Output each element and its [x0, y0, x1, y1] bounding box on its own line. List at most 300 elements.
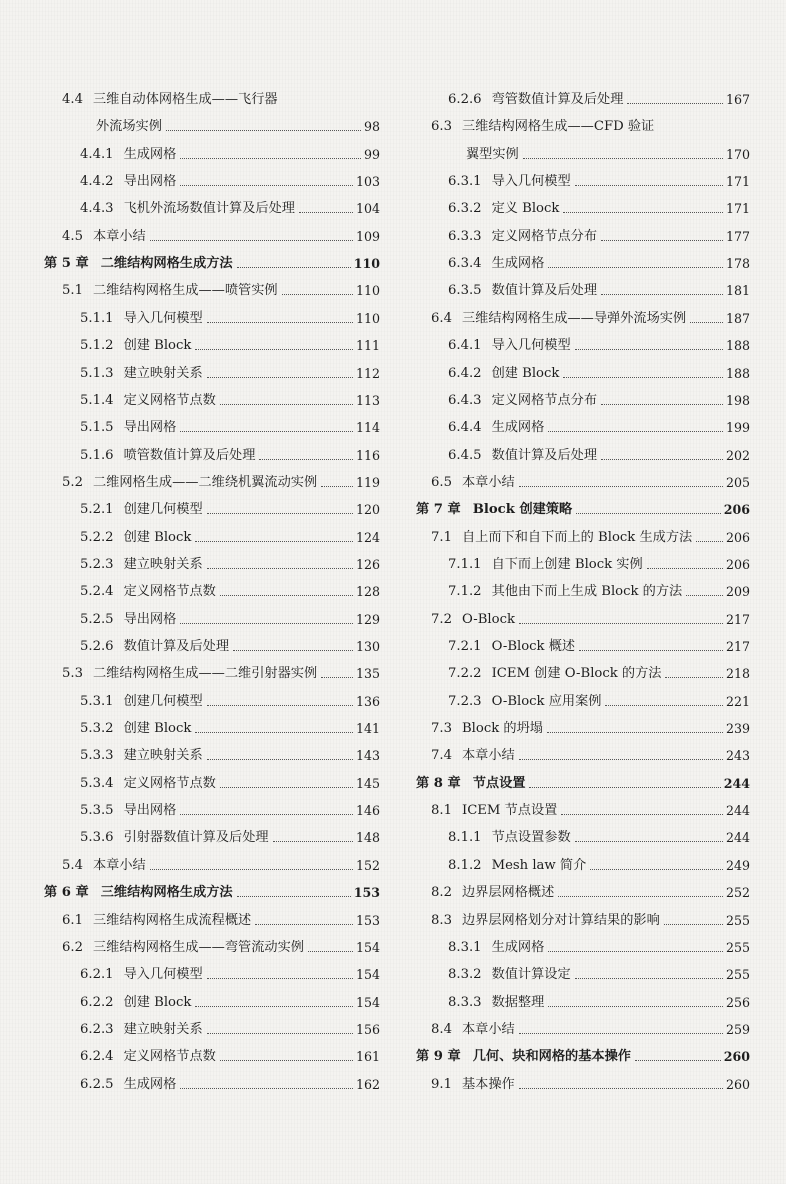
toc-entry-title: 建立映射关系 — [123, 1021, 203, 1037]
toc-entry-title: 二维网格生成——二维绕机翼流动实例 — [92, 474, 318, 490]
dot-leader — [180, 185, 353, 186]
toc-entry-title: 翼型实例 — [466, 146, 519, 162]
dot-leader — [579, 650, 723, 651]
dot-leader — [575, 978, 723, 979]
toc-entry-number: 第 5 章 — [44, 256, 89, 272]
toc-entry — [448, 416, 750, 436]
toc-entry-page-number: 126 — [355, 556, 380, 572]
toc-entry — [80, 635, 380, 655]
toc-entry-page-number: 260 — [723, 1049, 750, 1065]
toc-entry-number: 5.1.2 — [80, 338, 114, 354]
toc-entry-number: 8.1 — [431, 803, 452, 819]
toc-entry-number: 6.3.2 — [448, 201, 482, 217]
toc-entry-number: 6.4 — [431, 310, 452, 326]
toc-entry-page-number: 239 — [725, 721, 750, 737]
toc-entry — [448, 553, 750, 573]
toc-entry — [80, 1045, 380, 1065]
toc-entry-number: 5.2 — [62, 474, 83, 490]
toc-entry-title: 其他由下而上生成 Block 的方法 — [491, 584, 683, 600]
toc-entry-number: 5.1.6 — [80, 447, 114, 463]
dot-leader — [523, 158, 723, 159]
toc-entry — [431, 881, 750, 901]
toc-entry-number: 7.2.2 — [448, 666, 482, 682]
toc-entry-page-number: 99 — [363, 146, 380, 162]
toc-entry — [80, 553, 380, 573]
dot-leader — [220, 595, 353, 596]
toc-entry-page-number: 255 — [725, 912, 750, 928]
toc-entry-page-number: 218 — [725, 666, 750, 682]
dot-leader — [150, 240, 353, 241]
dot-leader — [601, 404, 723, 405]
toc-entry-page-number: 153 — [355, 912, 380, 928]
toc-entry-page-number: 205 — [725, 474, 750, 490]
toc-entry-title: 导入几何模型 — [491, 338, 571, 354]
toc-entry — [80, 334, 380, 354]
toc-entry-number: 8.3.2 — [448, 967, 482, 983]
dot-leader — [548, 951, 723, 952]
toc-entry-page-number: 110 — [355, 310, 380, 326]
toc-entry — [431, 909, 750, 929]
toc-entry-title: 导入几何模型 — [491, 174, 571, 190]
toc-entry-title: 生成网格 — [491, 939, 545, 955]
dot-leader — [259, 459, 353, 460]
toc-entry — [80, 1073, 380, 1093]
toc-entry-title: 二维结构网格生成方法 — [100, 256, 233, 272]
dot-leader — [664, 924, 723, 925]
dot-leader — [690, 322, 723, 323]
toc-entry-number: 6.4.5 — [448, 447, 482, 463]
toc-entry-page-number: 120 — [355, 502, 380, 518]
toc-entry — [448, 690, 750, 710]
toc-entry-page-number: 199 — [725, 420, 750, 436]
dot-leader — [207, 322, 353, 323]
toc-entry — [80, 744, 380, 764]
toc-entry — [80, 197, 380, 217]
toc-entry-page-number: 170 — [725, 146, 750, 162]
toc-entry-title: 飞机外流场数值计算及后处理 — [123, 201, 295, 217]
toc-entry-number: 8.3 — [431, 912, 452, 928]
dot-leader — [575, 185, 723, 186]
toc-entry-number: 6.2.4 — [80, 1049, 114, 1065]
toc-entry-number: 5.3.2 — [80, 721, 114, 737]
dot-leader — [576, 513, 721, 514]
toc-entry-title: 定义网格节点数 — [123, 775, 216, 791]
toc-entry — [431, 471, 750, 491]
dot-leader — [635, 1060, 721, 1061]
toc-entry-page-number: 171 — [725, 174, 750, 190]
toc-entry — [80, 307, 380, 327]
toc-entry-title: O-Block 应用案例 — [491, 693, 602, 709]
toc-entry-page-number: 188 — [725, 365, 750, 381]
toc-entry-number: 7.1.1 — [448, 556, 482, 572]
toc-entry — [62, 936, 380, 956]
toc-entry-number: 5.1.5 — [80, 420, 114, 436]
toc-entry-title: 创建几何模型 — [123, 502, 203, 518]
toc-entry-number: 6.2.6 — [448, 92, 482, 107]
dot-leader — [321, 486, 353, 487]
toc-entry — [44, 881, 380, 901]
toc-entry — [62, 662, 380, 682]
toc-entry — [80, 170, 380, 190]
toc-entry-title: Block 创建策略 — [472, 502, 573, 518]
toc-entry — [80, 362, 380, 382]
toc-entry-title: 本章小结 — [461, 1021, 515, 1037]
dot-leader — [195, 541, 353, 542]
toc-entry-title: 定义 Block — [491, 201, 560, 217]
dot-leader — [207, 705, 353, 706]
toc-entry-page-number: 154 — [355, 967, 380, 983]
dot-leader — [180, 623, 353, 624]
toc-entry — [448, 936, 750, 956]
dot-leader — [558, 896, 723, 897]
toc-entry-title: 三维结构网格生成方法 — [100, 885, 233, 901]
toc-entry — [80, 526, 380, 546]
toc-entry-title: O-Block 概述 — [491, 639, 576, 654]
toc-entry-title: 本章小结 — [461, 474, 515, 490]
toc-entry-number: 7.1 — [431, 529, 452, 545]
toc-entry-number: 6.2.2 — [80, 994, 114, 1010]
toc-entry — [80, 416, 380, 436]
dot-leader — [195, 349, 353, 350]
toc-entry-title: 自上而下和自下而上的 Block 生成方法 — [461, 529, 693, 545]
toc-entry-page-number: 145 — [355, 775, 380, 791]
dot-leader — [548, 431, 723, 432]
dot-leader — [207, 377, 353, 378]
toc-entry-title: 本章小结 — [461, 748, 515, 764]
dot-leader — [547, 732, 723, 733]
toc-entry-title: 外流场实例 — [96, 119, 162, 135]
toc-entry — [448, 444, 750, 464]
toc-entry — [80, 389, 380, 409]
toc-entry-title: 定义网格节点分布 — [491, 392, 598, 408]
toc-entry-title: 基本操作 — [461, 1076, 515, 1092]
dot-leader — [321, 677, 353, 678]
toc-entry-title: 定义网格节点数 — [123, 1049, 216, 1065]
toc-entry-number: 4.4.1 — [80, 146, 114, 162]
toc-entry-title: 三维结构网格生成——弯管流动实例 — [92, 939, 304, 955]
toc-entry — [80, 826, 380, 846]
toc-entry-number: 5.4 — [62, 857, 83, 873]
toc-entry-title: 导入几何模型 — [123, 310, 203, 326]
toc-entry-number: 8.3.3 — [448, 994, 482, 1010]
toc-entry-page-number: 244 — [725, 803, 750, 819]
toc-entry-title: ICEM 创建 O-Block 的方法 — [491, 666, 662, 682]
toc-entry — [448, 88, 750, 108]
toc-entry-page-number: 112 — [355, 365, 380, 381]
dot-leader — [563, 377, 723, 378]
dot-leader — [605, 705, 722, 706]
toc-entry-title: 二维结构网格生成——二维引射器实例 — [92, 666, 318, 682]
toc-entry-number: 8.3.1 — [448, 939, 482, 955]
toc-entry — [448, 854, 750, 874]
toc-entry-title: 定义网格节点数 — [123, 584, 216, 600]
toc-entry-page-number: 217 — [725, 639, 750, 654]
toc-entry-page-number: 206 — [725, 529, 750, 545]
toc-entry-page-number: 249 — [725, 857, 750, 873]
dot-leader — [601, 294, 723, 295]
toc-entry-number: 5.2.2 — [80, 529, 114, 545]
toc-entry-number: 4.4 — [62, 92, 83, 107]
toc-entry-number: 6.3.5 — [448, 283, 482, 299]
toc-entry — [448, 662, 750, 682]
toc-entry — [416, 1045, 750, 1065]
toc-entry-page-number: 103 — [355, 174, 380, 190]
dot-leader — [686, 595, 723, 596]
toc-entry — [431, 526, 750, 546]
toc-entry-page-number: 143 — [355, 748, 380, 764]
toc-entry-page-number: 129 — [355, 611, 380, 627]
toc-entry-title: 导出网格 — [123, 803, 177, 819]
toc-entry-title: 导出网格 — [123, 420, 177, 436]
toc-entry — [448, 635, 750, 655]
toc-entry — [80, 991, 380, 1011]
toc-entry-number: 7.2.3 — [448, 693, 482, 709]
toc-entry-page-number: 198 — [725, 392, 750, 408]
toc-entry-page-number: 152 — [355, 857, 380, 873]
toc-entry-page-number: 98 — [363, 119, 380, 135]
toc-entry-number: 5.1.4 — [80, 392, 114, 408]
toc-entry — [431, 717, 750, 737]
toc-entry-number: 5.3.6 — [80, 830, 114, 846]
toc-entry-page-number: 148 — [355, 830, 380, 846]
toc-entry-number: 5.3 — [62, 666, 83, 682]
toc-entry — [44, 252, 380, 272]
toc-entry-page-number: 130 — [355, 639, 380, 654]
toc-entry-page-number: 188 — [725, 338, 750, 354]
toc-entry-number: 6.4.3 — [448, 392, 482, 408]
toc-entry-page-number: 171 — [725, 201, 750, 217]
dot-leader — [273, 841, 353, 842]
dot-leader — [590, 869, 723, 870]
toc-entry-title: 导出网格 — [123, 174, 177, 190]
toc-entry-page-number: 217 — [725, 611, 750, 627]
toc-entry-page-number: 128 — [355, 584, 380, 600]
dot-leader — [299, 212, 353, 213]
toc-entry — [80, 772, 380, 792]
toc-entry-number: 6.3 — [431, 119, 452, 135]
toc-entry — [448, 197, 750, 217]
toc-entry-title: 节点设置参数 — [491, 830, 571, 846]
toc-entry-page-number: 206 — [725, 556, 750, 572]
dot-leader — [180, 431, 353, 432]
toc-entry-number: 5.3.4 — [80, 775, 114, 791]
toc-entry — [62, 225, 380, 245]
toc-entry-page-number: 161 — [355, 1049, 380, 1065]
dot-leader — [207, 978, 353, 979]
toc-entry-number: 6.3.1 — [448, 174, 482, 190]
toc-entry-title: 三维结构网格生成——CFD 验证 — [461, 119, 655, 135]
dot-leader — [519, 623, 723, 624]
toc-entry-page-number: 136 — [355, 693, 380, 709]
toc-entry — [62, 909, 380, 929]
toc-entry-number: 5.2.4 — [80, 584, 114, 600]
toc-entry-title: 三维结构网格生成流程概述 — [92, 912, 252, 928]
toc-entry-page-number: 109 — [355, 228, 380, 244]
dot-leader — [180, 814, 353, 815]
toc-entry-title: 建立映射关系 — [123, 748, 203, 764]
toc-entry-number: 4.4.3 — [80, 201, 114, 217]
toc-entry-title: 节点设置 — [472, 775, 526, 791]
toc-entry-title: 导入几何模型 — [123, 967, 203, 983]
toc-entry-number: 5.2.6 — [80, 639, 114, 654]
toc-entry-page-number: 154 — [355, 939, 380, 955]
toc-entry-page-number: 135 — [355, 666, 380, 682]
toc-entry — [62, 279, 380, 299]
toc-entry-number: 6.3.3 — [448, 228, 482, 244]
toc-entry — [448, 826, 750, 846]
toc-entry-number: 5.2.1 — [80, 502, 114, 518]
toc-entry — [431, 115, 750, 135]
toc-entry-number: 第 7 章 — [416, 502, 461, 518]
toc-entry — [80, 608, 380, 628]
dot-leader — [166, 130, 361, 131]
toc-entry-title: 引射器数值计算及后处理 — [123, 830, 269, 846]
toc-entry-page-number: 167 — [725, 92, 750, 107]
dot-leader — [237, 896, 351, 897]
dot-leader — [207, 759, 353, 760]
dot-leader — [195, 1006, 353, 1007]
dot-leader — [237, 267, 351, 268]
toc-entry-title: 创建 Block — [123, 529, 192, 545]
toc-entry-page-number: 244 — [725, 830, 750, 846]
toc-entry-number: 7.2 — [431, 611, 452, 627]
toc-entry-title: 建立映射关系 — [123, 556, 203, 572]
toc-entry — [62, 854, 380, 874]
dot-leader — [282, 294, 353, 295]
toc-entry — [448, 252, 750, 272]
toc-entry — [448, 963, 750, 983]
toc-entry — [431, 1018, 750, 1038]
toc-entry-title: 生成网格 — [123, 1076, 177, 1092]
toc-entry-number: 5.3.3 — [80, 748, 114, 764]
toc-entry-title: 三维结构网格生成——导弹外流场实例 — [461, 310, 687, 326]
toc-entry-title: Mesh law 简介 — [491, 857, 587, 873]
toc-entry-title: 数值计算及后处理 — [491, 283, 598, 299]
dot-leader — [195, 732, 353, 733]
toc-entry-page-number: 255 — [725, 939, 750, 955]
dot-leader — [220, 404, 353, 405]
toc-entry-number: 5.1 — [62, 283, 83, 299]
toc-entry-number: 7.2.1 — [448, 639, 482, 654]
toc-entry-page-number: 252 — [725, 885, 750, 901]
toc-entry-number: 8.1.2 — [448, 857, 482, 873]
dot-leader — [529, 787, 720, 788]
toc-entry — [416, 498, 750, 518]
dot-leader — [627, 103, 723, 104]
toc-entry-number: 6.5 — [431, 474, 452, 490]
toc-entry-title: 创建 Block — [123, 994, 192, 1010]
toc-entry-title: 创建 Block — [123, 721, 192, 737]
toc-entry-page-number: 156 — [355, 1021, 380, 1037]
toc-entry-title: 自下而上创建 Block 实例 — [491, 556, 643, 572]
toc-entry-page-number: 256 — [725, 994, 750, 1010]
toc-entry — [448, 362, 750, 382]
toc-entry-page-number: 181 — [725, 283, 750, 299]
toc-entry-page-number: 111 — [355, 338, 380, 354]
toc-entry-page-number: 104 — [355, 201, 380, 217]
dot-leader — [255, 924, 353, 925]
toc-entry-title: 数值计算设定 — [491, 967, 571, 983]
toc-entry-page-number: 221 — [725, 693, 750, 709]
toc-entry — [448, 991, 750, 1011]
toc-entry — [80, 690, 380, 710]
dot-leader — [601, 240, 723, 241]
toc-entry-number: 8.2 — [431, 885, 452, 901]
toc-entry-page-number: 244 — [723, 775, 750, 791]
dot-leader — [308, 951, 353, 952]
toc-entry-page-number: 243 — [725, 748, 750, 764]
dot-leader — [561, 814, 723, 815]
toc-entry-page-number: 187 — [725, 310, 750, 326]
dot-leader — [519, 1088, 723, 1089]
toc-entry-title: 数据整理 — [491, 994, 545, 1010]
toc-entry-number: 6.4.4 — [448, 420, 482, 436]
dot-leader — [647, 568, 723, 569]
dot-leader — [180, 158, 361, 159]
dot-leader — [519, 486, 723, 487]
toc-entry — [80, 1018, 380, 1038]
dot-leader — [519, 1033, 723, 1034]
toc-entry-page-number: 113 — [355, 392, 380, 408]
dot-leader — [519, 759, 723, 760]
toc-entry-title: O-Block — [461, 611, 515, 627]
dot-leader — [233, 650, 353, 651]
toc-entry-title: Block 的坍塌 — [461, 721, 543, 737]
toc-entry-number: 6.2.3 — [80, 1021, 114, 1037]
dot-leader — [548, 1006, 723, 1007]
toc-entry — [80, 799, 380, 819]
toc-entry — [80, 963, 380, 983]
toc-entry-number: 7.3 — [431, 721, 452, 737]
toc-entry — [448, 279, 750, 299]
toc-entry-title: 本章小结 — [92, 857, 146, 873]
toc-entry — [466, 143, 750, 163]
toc-entry-title: 弯管数值计算及后处理 — [491, 92, 624, 107]
dot-leader — [548, 267, 723, 268]
toc-entry-title: 边界层网格划分对计算结果的影响 — [461, 912, 660, 928]
toc-entry-title: 生成网格 — [123, 146, 177, 162]
toc-entry — [416, 772, 750, 792]
toc-entry-number: 8.1.1 — [448, 830, 482, 846]
toc-entry-page-number: 260 — [725, 1076, 750, 1092]
toc-entry-title: 本章小结 — [92, 228, 146, 244]
toc-entry — [62, 88, 380, 108]
toc-entry-title: 边界层网格概述 — [461, 885, 555, 901]
dot-leader — [220, 1060, 353, 1061]
toc-entry-title: 喷管数值计算及后处理 — [123, 447, 256, 463]
dot-leader — [665, 677, 722, 678]
dot-leader — [207, 568, 353, 569]
toc-entry — [80, 143, 380, 163]
toc-entry-page-number: 202 — [725, 447, 750, 463]
toc-entry-page-number: 119 — [355, 474, 380, 490]
toc-entry — [80, 717, 380, 737]
toc-entry-number: 5.2.3 — [80, 556, 114, 572]
toc-entry-number: 5.3.1 — [80, 693, 114, 709]
toc-entry-title: 定义网格节点分布 — [491, 228, 598, 244]
toc-entry-number: 5.3.5 — [80, 803, 114, 819]
toc-entry-title: 三维自动体网格生成——飞行器 — [92, 92, 278, 107]
toc-entry-title: 导出网格 — [123, 611, 177, 627]
toc-entry-title: 创建几何模型 — [123, 693, 203, 709]
toc-entry-page-number: 124 — [355, 529, 380, 545]
toc-entry-page-number: 153 — [353, 885, 380, 901]
toc-entry-number: 5.2.5 — [80, 611, 114, 627]
toc-entry-number: 7.4 — [431, 748, 452, 764]
toc-entry-number: 6.3.4 — [448, 256, 482, 272]
toc-entry-title: 生成网格 — [491, 420, 545, 436]
toc-entry — [431, 307, 750, 327]
